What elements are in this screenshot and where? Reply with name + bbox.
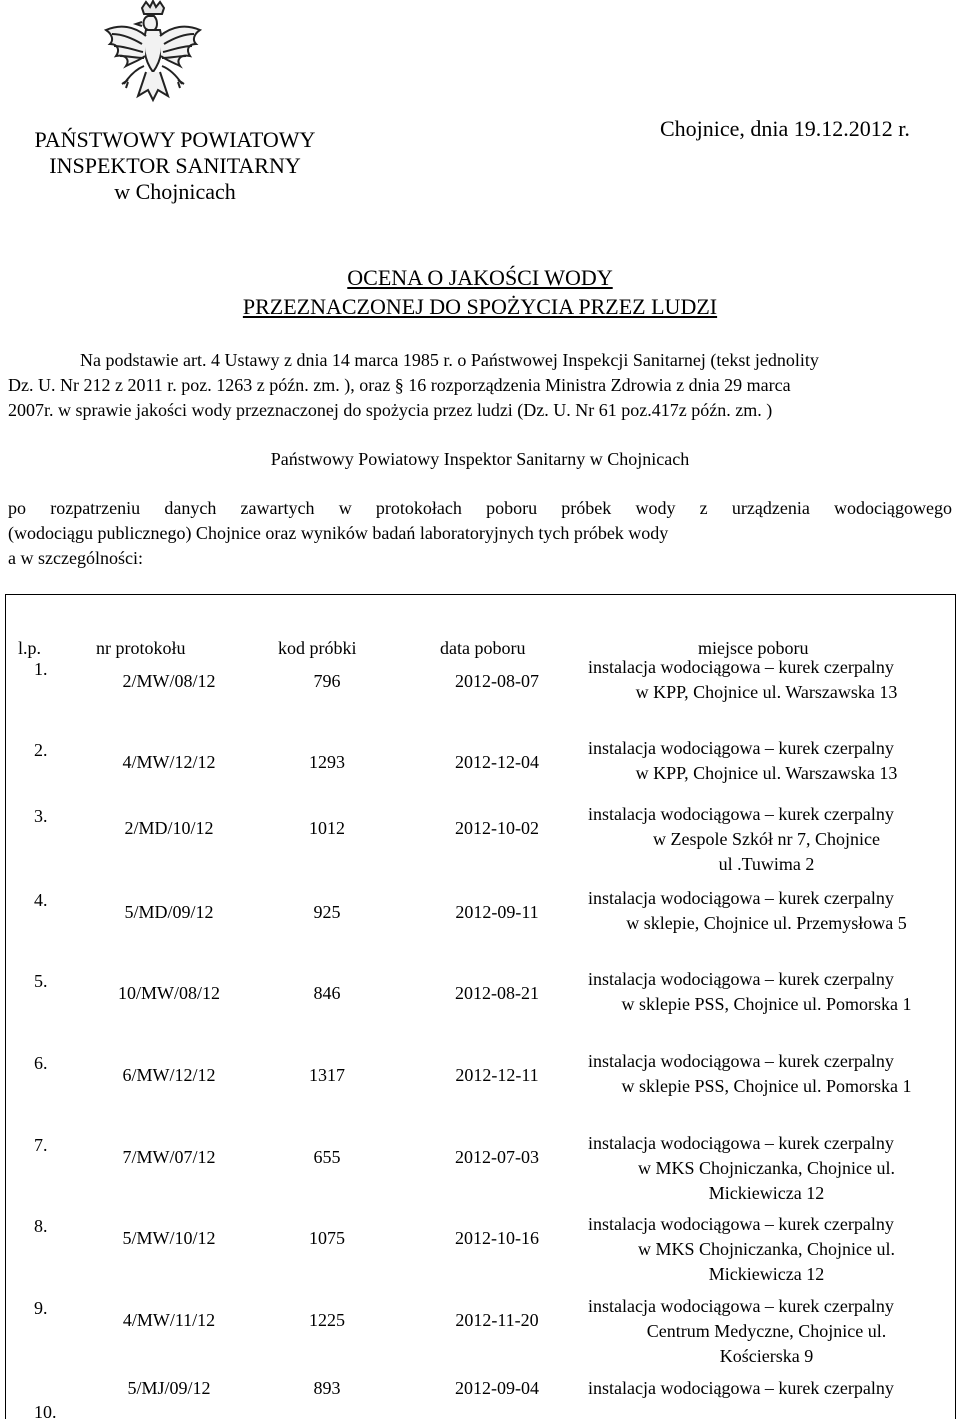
intro-line-1: po rozpatrzeniu danych zawartych w protokołach poboru próbek wody z urządzenia wodociągowego <box>8 498 952 518</box>
place-line: w sklepie PSS, Chojnice ul. Pomorska 1 <box>621 994 912 1014</box>
table-header-row <box>0 614 960 658</box>
place-line: w MKS Chojniczanka, Chojnice ul. <box>638 1239 895 1259</box>
place-line: instalacja wodociągowa – kurek czerpalny <box>588 969 894 989</box>
row-sample-code: 1293 <box>309 752 345 772</box>
header-sample-code: kod próbki <box>278 638 357 658</box>
legal-basis-line-1: Na podstawie art. 4 Ustawy z dnia 14 marca 1985 r. o Państwowej Inspekcji Sanitarnej (tekst jednolity <box>80 350 819 370</box>
row-sampling-date: 2012-11-20 <box>455 1310 539 1330</box>
table-left-border <box>5 594 6 1419</box>
authority-line-2: INSPEKTOR SANITARNY <box>49 153 301 178</box>
row-sample-code: 1012 <box>309 818 345 838</box>
row-sampling-place <box>588 802 945 877</box>
row-sample-code: 1317 <box>309 1065 345 1085</box>
row-lp: 6. <box>34 1053 48 1073</box>
row-protocol-number: 5/MD/09/12 <box>124 902 214 922</box>
intro-line-3: a w szczególności: <box>8 548 143 568</box>
row-sampling-date: 2012-10-16 <box>455 1228 539 1248</box>
place-line: instalacja wodociągowa – kurek czerpalny <box>588 1378 894 1398</box>
row-protocol-number: 7/MW/07/12 <box>122 1147 216 1167</box>
row-sampling-date: 2012-10-02 <box>455 818 539 838</box>
authority-heading: Państwowy Powiatowy Inspektor Sanitarny w Chojnicach <box>270 449 690 469</box>
row-sampling-date: 2012-09-11 <box>455 902 539 922</box>
legal-basis-line-3: 2007r. w sprawie jakości wody przeznaczonej do spożycia przez ludzi (Dz. U. Nr 61 poz.417z późn. zm. ) <box>8 400 773 420</box>
row-sampling-place <box>588 1212 945 1287</box>
row-sample-code: 796 <box>313 671 341 691</box>
row-lp: 5. <box>34 971 48 991</box>
place-line: instalacja wodociągowa – kurek czerpalny <box>588 657 894 677</box>
polish-white-eagle-emblem-icon <box>98 0 208 112</box>
place-line: Mickiewicza 12 <box>708 1264 825 1284</box>
row-sampling-place <box>588 655 945 705</box>
row-protocol-number: 2/MW/08/12 <box>122 671 216 691</box>
issuing-authority-block <box>8 127 342 205</box>
place-line: instalacja wodociągowa – kurek czerpalny <box>588 1051 894 1071</box>
intro-paragraph <box>8 496 952 571</box>
header-protocol-number: nr protokołu <box>96 638 186 658</box>
authority-line-3: w Chojnicach <box>114 179 236 204</box>
document-title <box>150 263 810 321</box>
row-sampling-date: 2012-08-07 <box>455 671 539 691</box>
legal-basis-line-2: Dz. U. Nr 212 z 2011 r. poz. 1263 z późn. zm. ), oraz § 16 rozporządzenia Ministra Zdrowia z dnia 29 marca <box>8 375 791 395</box>
row-sampling-date: 2012-09-04 <box>455 1378 539 1398</box>
header-lp: l.p. <box>18 638 42 658</box>
intro-line-2: (wodociągu publicznego) Chojnice oraz wyników badań laboratoryjnych tych próbek wody <box>8 523 669 543</box>
authority-line-1: PAŃSTWOWY POWIATOWY <box>34 127 316 152</box>
place-line: instalacja wodociągowa – kurek czerpalny <box>588 1214 894 1234</box>
row-lp: 3. <box>34 806 48 826</box>
row-sampling-date: 2012-12-11 <box>455 1065 539 1085</box>
place-line: Centrum Medyczne, Chojnice ul. <box>646 1321 887 1341</box>
row-sample-code: 1225 <box>309 1310 345 1330</box>
row-protocol-number: 10/MW/08/12 <box>118 983 220 1003</box>
place-line: instalacja wodociągowa – kurek czerpalny <box>588 1296 894 1316</box>
place-line: w KPP, Chojnice ul. Warszawska 13 <box>635 763 898 783</box>
title-line-2: PRZEZNACZONEJ DO SPOŻYCIA PRZEZ LUDZI <box>242 294 718 319</box>
header-sampling-place: miejsce poboru <box>698 638 809 658</box>
row-protocol-number: 4/MW/12/12 <box>122 752 216 772</box>
title-line-1: OCENA O JAKOŚCI WODY <box>347 265 613 290</box>
row-sample-code: 846 <box>313 983 341 1003</box>
place-line: ul .Tuwima 2 <box>718 854 815 874</box>
row-protocol-number: 4/MW/11/12 <box>122 1310 216 1330</box>
place-line: w Zespole Szkół nr 7, Chojnice <box>653 829 880 849</box>
row-sampling-place <box>588 1131 945 1206</box>
place-line: w MKS Chojniczanka, Chojnice ul. <box>638 1158 895 1178</box>
samples-table <box>0 594 960 1422</box>
row-sampling-date: 2012-07-03 <box>455 1147 539 1167</box>
row-sampling-date: 2012-08-21 <box>455 983 539 1003</box>
place-line: instalacja wodociągowa – kurek czerpalny <box>588 804 894 824</box>
row-sample-code: 925 <box>313 902 341 922</box>
place-and-date: Chojnice, dnia 19.12.2012 r. <box>660 116 910 141</box>
row-sample-code: 893 <box>313 1378 341 1398</box>
header-sampling-date: data poboru <box>440 638 526 658</box>
place-line: w sklepie PSS, Chojnice ul. Pomorska 1 <box>621 1076 912 1096</box>
row-sampling-place <box>588 1376 945 1401</box>
row-sample-code: 655 <box>313 1147 341 1167</box>
row-sampling-place <box>588 1294 945 1369</box>
place-line: w sklepie, Chojnice ul. Przemysłowa 5 <box>626 913 907 933</box>
row-lp: 9. <box>34 1298 48 1318</box>
place-line: Kościerska 9 <box>719 1346 814 1366</box>
place-line: instalacja wodociągowa – kurek czerpalny <box>588 1133 894 1153</box>
row-sampling-place <box>588 967 945 1017</box>
row-sample-code: 1075 <box>309 1228 345 1248</box>
row-lp: 2. <box>34 740 48 760</box>
place-line: instalacja wodociągowa – kurek czerpalny <box>588 738 894 758</box>
row-lp: 7. <box>34 1135 48 1155</box>
row-sampling-place <box>588 886 945 936</box>
table-right-border <box>955 594 956 1419</box>
place-line: Mickiewicza 12 <box>708 1183 825 1203</box>
row-lp: 8. <box>34 1216 48 1236</box>
place-line: w KPP, Chojnice ul. Warszawska 13 <box>635 682 898 702</box>
row-lp: 10. <box>34 1402 57 1422</box>
row-protocol-number: 5/MW/10/12 <box>122 1228 216 1248</box>
row-protocol-number: 5/MJ/09/12 <box>127 1378 211 1398</box>
row-sampling-place <box>588 1049 945 1099</box>
row-sampling-place <box>588 736 945 786</box>
row-protocol-number: 2/MD/10/12 <box>124 818 214 838</box>
row-lp: 4. <box>34 890 48 910</box>
table-top-border <box>5 594 955 595</box>
place-line: instalacja wodociągowa – kurek czerpalny <box>588 888 894 908</box>
row-sampling-date: 2012-12-04 <box>455 752 539 772</box>
row-protocol-number: 6/MW/12/12 <box>122 1065 216 1085</box>
legal-basis-paragraph <box>8 348 952 423</box>
row-lp: 1. <box>34 659 48 679</box>
